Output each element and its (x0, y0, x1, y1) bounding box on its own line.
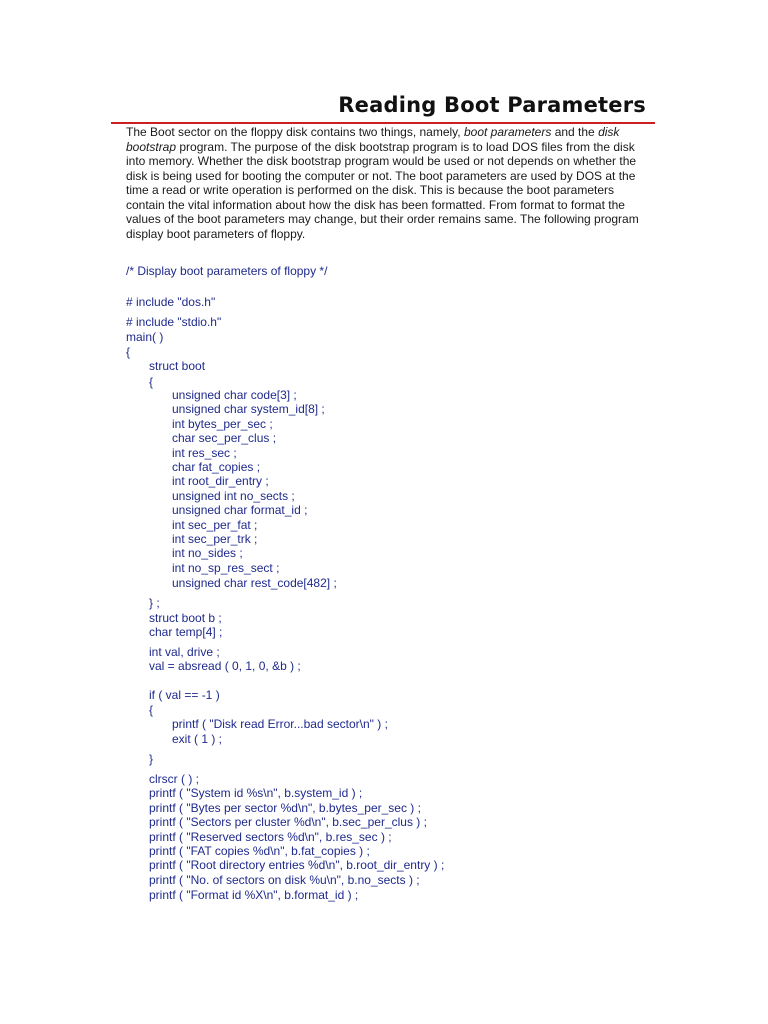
code-line-printf: printf ( "No. of sectors on disk %u\n", b.no_sects ) ; (149, 873, 420, 887)
code-line-field: char fat_copies ; (172, 460, 261, 474)
code-line-clrscr: clrscr ( ) ; (149, 772, 199, 786)
code-line-struct-close: } ; (149, 596, 160, 610)
code-line-int-decl: int val, drive ; (149, 645, 220, 659)
code-line-include-dos: # include "dos.h" (126, 295, 216, 309)
title-underline (111, 122, 655, 124)
code-line-field: int bytes_per_sec ; (172, 417, 273, 431)
code-line-field: unsigned char system_id[8] ; (172, 402, 325, 416)
code-line-printf: printf ( "Root directory entries %d\n", b.root_dir_entry ) ; (149, 858, 445, 872)
code-line-printf: printf ( "Bytes per sector %d\n", b.bytes_per_sec ) ; (149, 801, 421, 815)
code-line-include-stdio: # include "stdio.h" (126, 315, 222, 329)
code-line-main: main( ) (126, 330, 164, 344)
code-line-printf: printf ( "Reserved sectors %d\n", b.res_sec ) ; (149, 830, 392, 844)
code-line-struct-boot: struct boot (149, 359, 206, 373)
code-line-comment: /* Display boot parameters of floppy */ (126, 264, 328, 278)
page-title: Reading Boot Parameters (338, 93, 646, 117)
code-line-temp-decl: char temp[4] ; (149, 625, 223, 639)
code-line-if-open-brace: { (149, 703, 154, 717)
code-line-absread: val = absread ( 0, 1, 0, &b ) ; (149, 659, 301, 673)
intro-text-1: The Boot sector on the floppy disk contains two things, namely, (126, 125, 464, 139)
code-line-printf-error: printf ( "Disk read Error...bad sector\n" ) ; (172, 717, 388, 731)
intro-text-3: program. The purpose of the disk bootstrap program is to load DOS files from the disk into memory. Whether the disk bootstrap program would be used or not depends on whether the disk is being used for booting the computer or not. The boot parameters are used by DOS at the time a read or write operation is performed on the disk. This is because the boot parameters contain the vital information about how the disk has been formatted. From format to format the values of the boot parameters may change, but their order remains same. The following program display boot parameters of floppy. (126, 139, 639, 241)
code-line-field: int no_sides ; (172, 546, 243, 560)
code-line-field: char sec_per_clus ; (172, 431, 277, 445)
intro-paragraph (126, 125, 646, 241)
intro-text-2: and the (551, 125, 599, 139)
code-line-printf: printf ( "System id %s\n", b.system_id ) ; (149, 786, 363, 800)
code-line-struct-var: struct boot b ; (149, 611, 222, 625)
code-line-field: int sec_per_fat ; (172, 518, 258, 532)
code-line-field: unsigned char code[3] ; (172, 388, 297, 402)
code-line-field: int sec_per_trk ; (172, 532, 258, 546)
code-line-field: int no_sp_res_sect ; (172, 561, 280, 575)
code-line-field: int res_sec ; (172, 446, 237, 460)
code-line-field: unsigned char format_id ; (172, 503, 308, 517)
code-line-main-open-brace: { (126, 345, 131, 359)
code-line-if-close-brace: } (149, 752, 154, 766)
code-line-exit: exit ( 1 ) ; (172, 732, 223, 746)
code-line-printf: printf ( "Format id %X\n", b.format_id ) ; (149, 888, 359, 902)
code-line-printf: printf ( "FAT copies %d\n", b.fat_copies ) ; (149, 844, 370, 858)
code-line-field: unsigned char rest_code[482] ; (172, 576, 337, 590)
intro-emphasis-boot-parameters: boot parameters (463, 125, 552, 139)
code-line-struct-open-brace: { (149, 375, 154, 389)
code-line-field: int root_dir_entry ; (172, 474, 269, 488)
code-line-if: if ( val == -1 ) (149, 688, 220, 702)
code-line-printf: printf ( "Sectors per cluster %d\n", b.sec_per_clus ) ; (149, 815, 427, 829)
code-line-field: unsigned int no_sects ; (172, 489, 295, 503)
intro-emphasis-disk-bootstrap: disk bootstrap (126, 125, 620, 154)
